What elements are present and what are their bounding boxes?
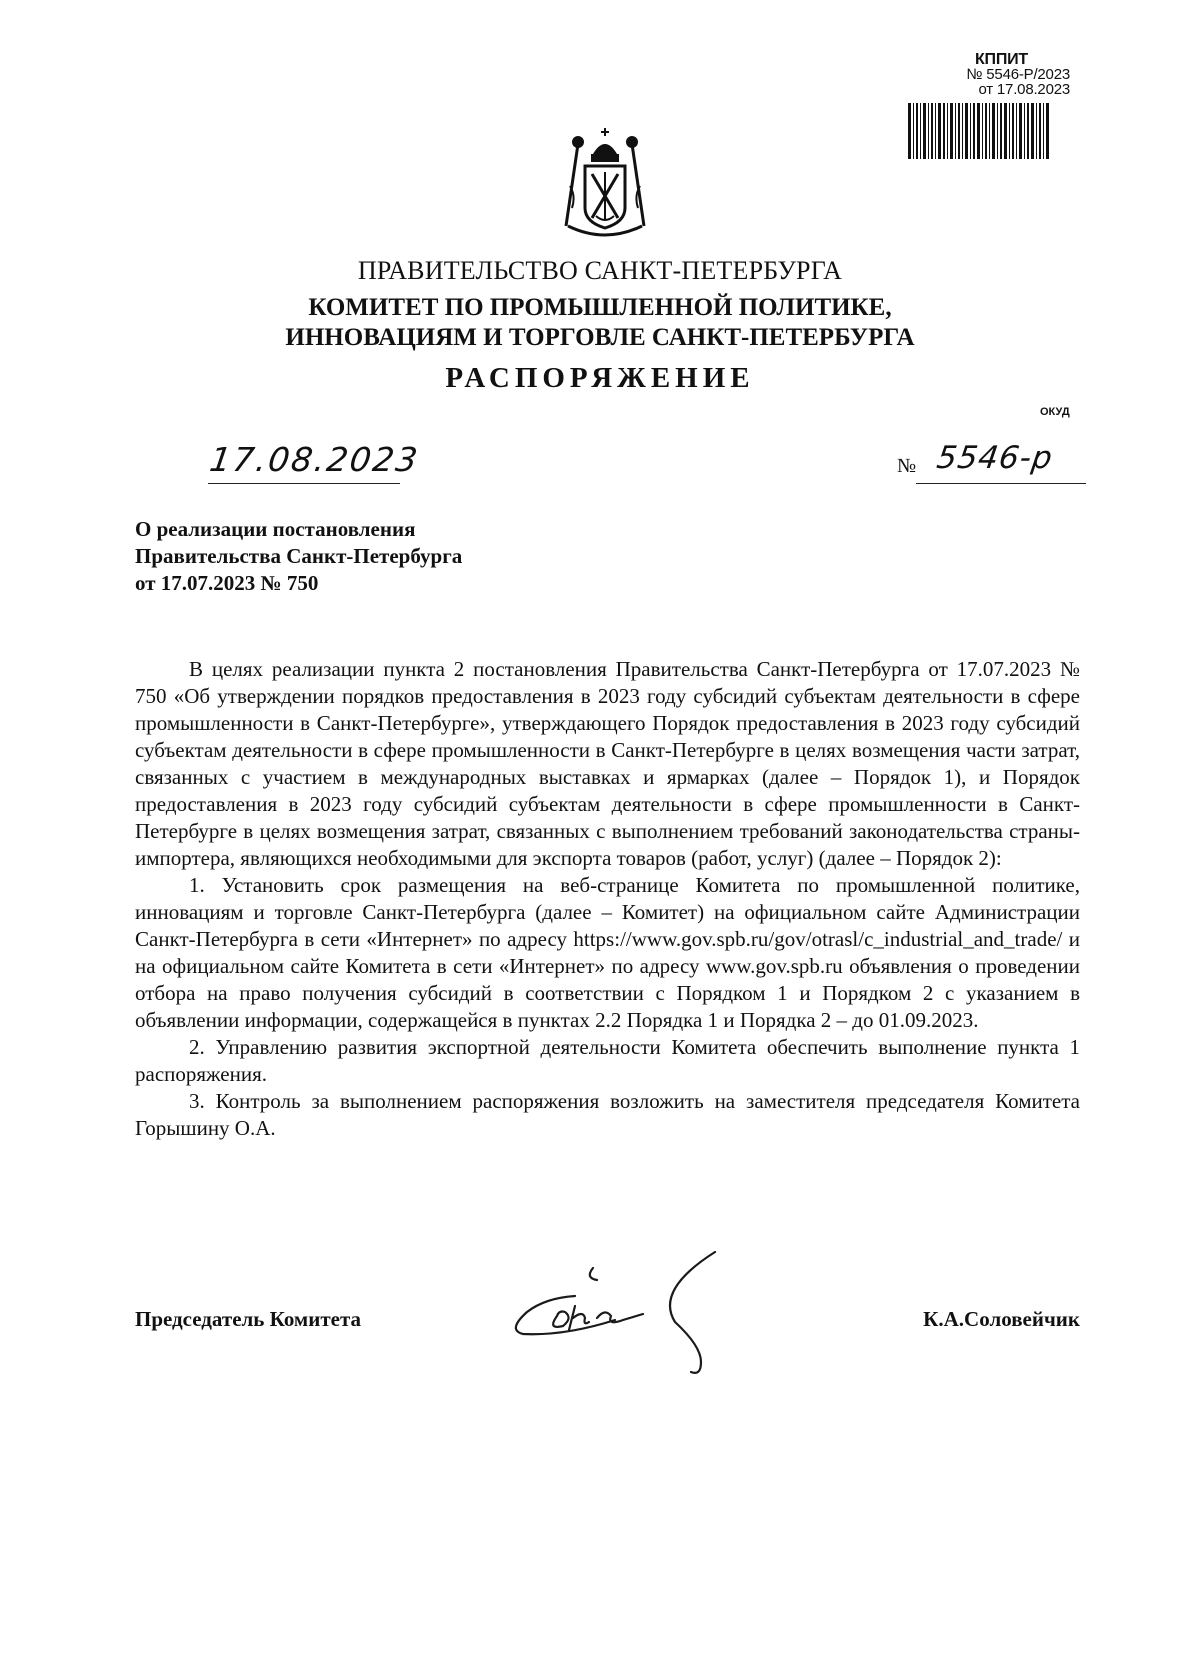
body-item-2: 2. Управлению развития экспортной деятельности Комитета обеспечить выполнение пункта 1 распоряжения.	[135, 1035, 1080, 1086]
body-item-1: 1. Установить срок размещения на веб-странице Комитета по промышленной политике, инновациям и торговле Санкт-Петербурга (далее – Комитет) на официальном сайте Администрации Санкт-Петербурга в сети «Интернет» по адресу https://www.gov.spb.ru/gov/otrasl/c_industrial_and_trade/ и на официальном сайте Комитета в сети «Интернет» по адресу www.gov.spb.ru объявления о проведении отбора на право получения субсидий в соответствии с Порядком 1 и Порядком 2 с указанием в объявлении информации, содержащейся в пунктах 2.2 Порядка 1 и Порядка 2 – до 01.09.2023.	[135, 873, 1080, 1032]
document-body	[135, 656, 1080, 1142]
body-preamble: В целях реализации пункта 2 постановления Правительства Санкт-Петербурга от 17.07.2023 № 750 «Об утверждении порядков предоставления в 2023 году субсидий субъектам деятельности в сфере промышленности в Санкт-Петербурге», утверждающего Порядок предоставления в 2023 году субсидий субъектам деятельности в сфере промышленности в Санкт-Петербурге в целях возмещения части затрат, связанных с участием в международных выставках и ярмарках (далее – Порядок 1), и Порядок предоставления в 2023 году субсидий субъектам деятельности в сфере промышленности в Санкт-Петербурге в целях возмещения затрат, связанных с выполнением требований законодательства страны-импортера, являющихся необходимыми для экспорта товаров (работ, услуг) (далее – Порядок 2):	[135, 657, 1080, 870]
registration-stamp	[900, 52, 1070, 164]
handwritten-signature	[505, 1250, 735, 1380]
body-item-3: 3. Контроль за выполнением распоряжения возложить на заместителя председателя Комитета Горышину О.А.	[135, 1089, 1080, 1140]
document-subject	[135, 516, 462, 597]
subject-line-2: Правительства Санкт-Петербурга	[135, 544, 463, 568]
barcode	[908, 103, 1053, 159]
government-name: ПРАВИТЕЛЬСТВО САНКТ-ПЕТЕРБУРГА	[357, 256, 843, 285]
registration-org-code: КППИТ	[974, 51, 1028, 68]
date-underline	[208, 483, 400, 484]
committee-name-line-1: КОМИТЕТ ПО ПРОМЫШЛЕННОЙ ПОЛИТИКЕ,	[308, 294, 892, 321]
subject-line-3: от 17.07.2023 № 750	[135, 571, 319, 595]
committee-name-line-2: ИННОВАЦИЯМ И ТОРГОВЛЕ САНКТ-ПЕТЕРБУРГА	[285, 324, 915, 351]
registration-number: № 5546-Р/2023	[966, 66, 1070, 83]
registration-date: от 17.08.2023	[978, 81, 1070, 98]
document-date: 17.08.2023	[207, 440, 422, 479]
document-type-title: РАСПОРЯЖЕНИЕ	[445, 362, 755, 394]
coat-of-arms-icon	[556, 126, 654, 240]
signer-name: К.А.Соловейчик	[923, 1307, 1080, 1331]
number-underline	[916, 483, 1086, 484]
okud-label: ОКУД	[1040, 406, 1070, 418]
subject-line-1: О реализации постановления	[135, 517, 416, 541]
document-number: 5546-р	[934, 440, 1056, 476]
signer-position: Председатель Комитета	[135, 1307, 362, 1331]
number-sign: №	[897, 455, 917, 477]
